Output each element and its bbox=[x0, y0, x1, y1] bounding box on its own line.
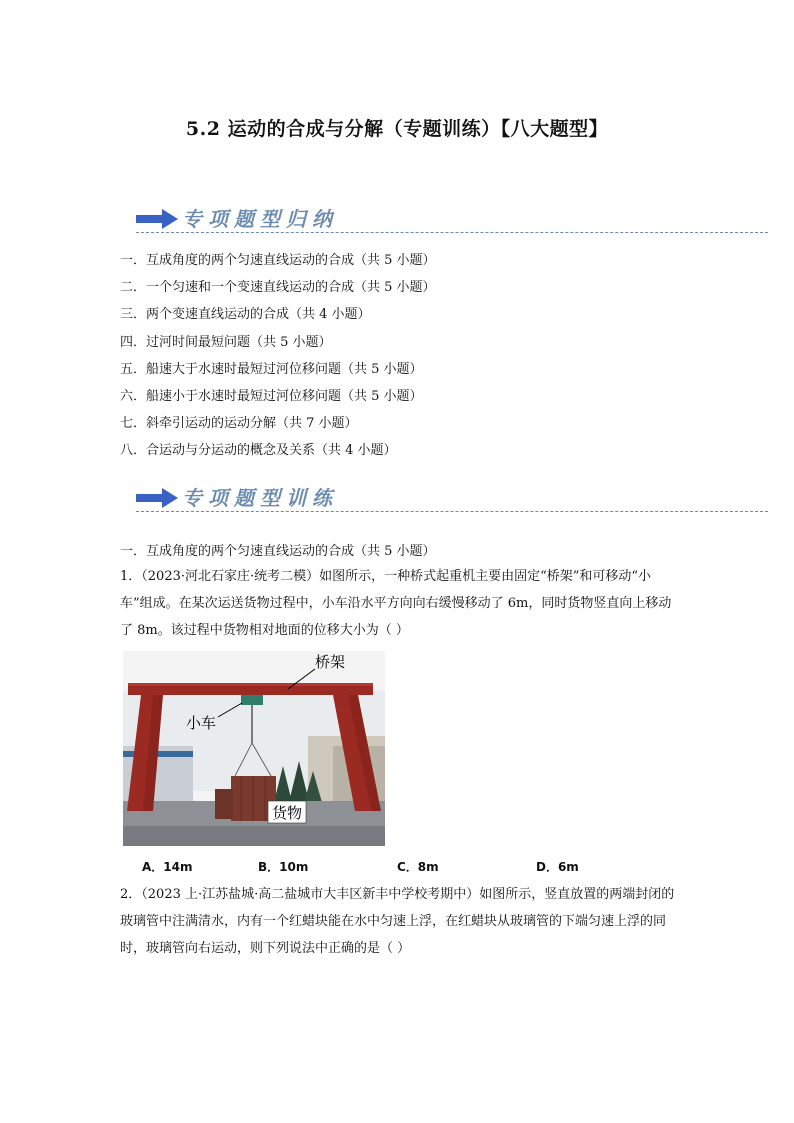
topic-item: 五．船速大于水速时最短过河位移问题（共 5 小题） bbox=[120, 361, 423, 377]
section-divider bbox=[136, 511, 768, 512]
trolley-label: 小车 bbox=[186, 714, 217, 732]
arrow-icon bbox=[136, 209, 178, 229]
question-1-text: 1．（2023·河北石家庄·统考二模）如图所示，一种桥式起重机主要由固定“桥架”和可移动“小车”组成。在某次运送货物过程中，小车沿水平方向向右缓慢移动了 6m，同时货物竖直向上移动了 8m。该过程中货物相对地面的位移大小为（ ） bbox=[120, 569, 672, 638]
question-2-text: 2．（2023 上·江苏盐城·高二盐城市大丰区新丰中学校考期中）如图所示，竖直放置的两端封闭的玻璃管中注满清水，内有一个红蜡块能在水中匀速上浮，在红蜡块从玻璃管的下端匀速上浮的同时，玻璃管向右运动，则下列说法中正确的是（ ） bbox=[120, 887, 675, 956]
topic-item: 一．互成角度的两个匀速直线运动的合成（共 5 小题） bbox=[120, 253, 436, 268]
option-c[interactable]: C．8m bbox=[397, 860, 439, 874]
section-header-summary bbox=[136, 203, 768, 233]
topic-item: 六．船速小于水速时最短过河位移问题（共 5 小题） bbox=[120, 388, 423, 404]
topic-item: 八．合运动与分运动的概念及关系（共 4 小题） bbox=[120, 443, 397, 459]
topic-item: 三．两个变速直线运动的合成（共 4 小题） bbox=[120, 307, 371, 323]
crane-photo bbox=[123, 651, 385, 846]
bridge-label: 桥架 bbox=[315, 653, 346, 671]
section-label: 专项题型训练 bbox=[182, 486, 338, 510]
topic-item: 七．斜牵引运动的运动分解（共 7 小题） bbox=[120, 416, 358, 432]
topic-item: 二．一个匀速和一个变速直线运动的合成（共 5 小题） bbox=[120, 280, 436, 296]
question-1-options bbox=[142, 858, 702, 878]
option-a[interactable]: A．14m bbox=[142, 860, 193, 874]
arrow-icon bbox=[136, 488, 178, 508]
section-divider bbox=[136, 232, 768, 233]
practice-heading: 一．互成角度的两个匀速直线运动的合成（共 5 小题） bbox=[120, 544, 436, 559]
topic-list bbox=[120, 252, 436, 470]
cargo-label: 货物 bbox=[272, 804, 303, 822]
topic-item: 四．过河时间最短问题（共 5 小题） bbox=[120, 334, 332, 350]
option-b[interactable]: B．10m bbox=[258, 860, 309, 874]
section-label: 专项题型归纳 bbox=[182, 207, 338, 231]
page-title: 5.2 运动的合成与分解（专题训练）【八大题型】 bbox=[185, 118, 609, 140]
option-d[interactable]: D．6m bbox=[536, 860, 579, 874]
section-header-practice bbox=[136, 482, 768, 512]
